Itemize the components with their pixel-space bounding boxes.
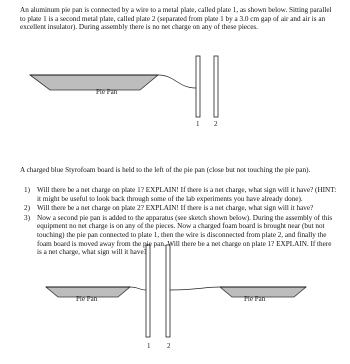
figure-2 <box>46 245 306 350</box>
plate-1-fig2-label: 1 <box>147 342 151 350</box>
question-text: Will there be a net charge on plate 2? EXPLAIN! If there is a net charge, what sign will it have? <box>37 204 314 213</box>
question-text: Will there be a net charge on plate 1? EXPLAIN! If there is a net charge, what sign will it have? (HINT: it might be useful to look back through some of the lab experiments you have already done). <box>37 186 337 203</box>
plate-2-fig2 <box>166 245 170 337</box>
plate-2-fig2-label: 2 <box>167 342 171 350</box>
wire-right <box>170 287 220 290</box>
question-number: 3) <box>24 213 30 222</box>
question-number: 1) <box>24 186 30 194</box>
plate-1 <box>196 56 200 117</box>
question-text: Now a second pie pan is added to the apparatus (see sketch shown below). During the assembly of this equipment no net charge is on any of the pieces. Now a charged foam board is brought near (but not touching) the pie pan connected to plate 1, then the wire is disconnected from plate 2, and finally the foam board is moved away from the pie pan. Will there be a net charge on plate 1? EXPLAIN. If there is a net charge, what sign will it have? <box>37 213 333 257</box>
wire-1 <box>158 75 196 88</box>
pie-pan-left-label: Pie Pan <box>76 295 98 303</box>
wire-left <box>130 287 146 290</box>
intro-paragraph: An aluminum pie pan is connected by a wire to a metal plate, called plate 1, as shown below. Sitting parallel to plate 1 is a second metal plate, called plate 2 (separated from plate 1 by a 3.0 cm gap of air and air is an excellent insulator). During assembly there is no net charge on any of these pieces. <box>20 6 332 32</box>
question-item <box>20 204 338 213</box>
plate-2 <box>214 56 218 117</box>
plate-2-label: 2 <box>214 120 218 128</box>
question-item <box>20 186 338 203</box>
pie-pan-right-label: Pie Pan <box>244 295 266 303</box>
plate-1-fig2 <box>146 245 150 337</box>
pie-pan-1 <box>30 75 158 90</box>
plate-1-label: 1 <box>196 120 200 128</box>
question-item <box>20 214 338 257</box>
question-number: 2) <box>24 204 30 213</box>
pie-pan-1-label: Pie Pan <box>96 88 118 96</box>
figure-1 <box>30 56 218 128</box>
charged-board-paragraph: A charged blue Styrofoam board is held to the left of the pie pan (close but not touching the pie pan). <box>20 166 311 174</box>
question-list <box>20 186 338 258</box>
